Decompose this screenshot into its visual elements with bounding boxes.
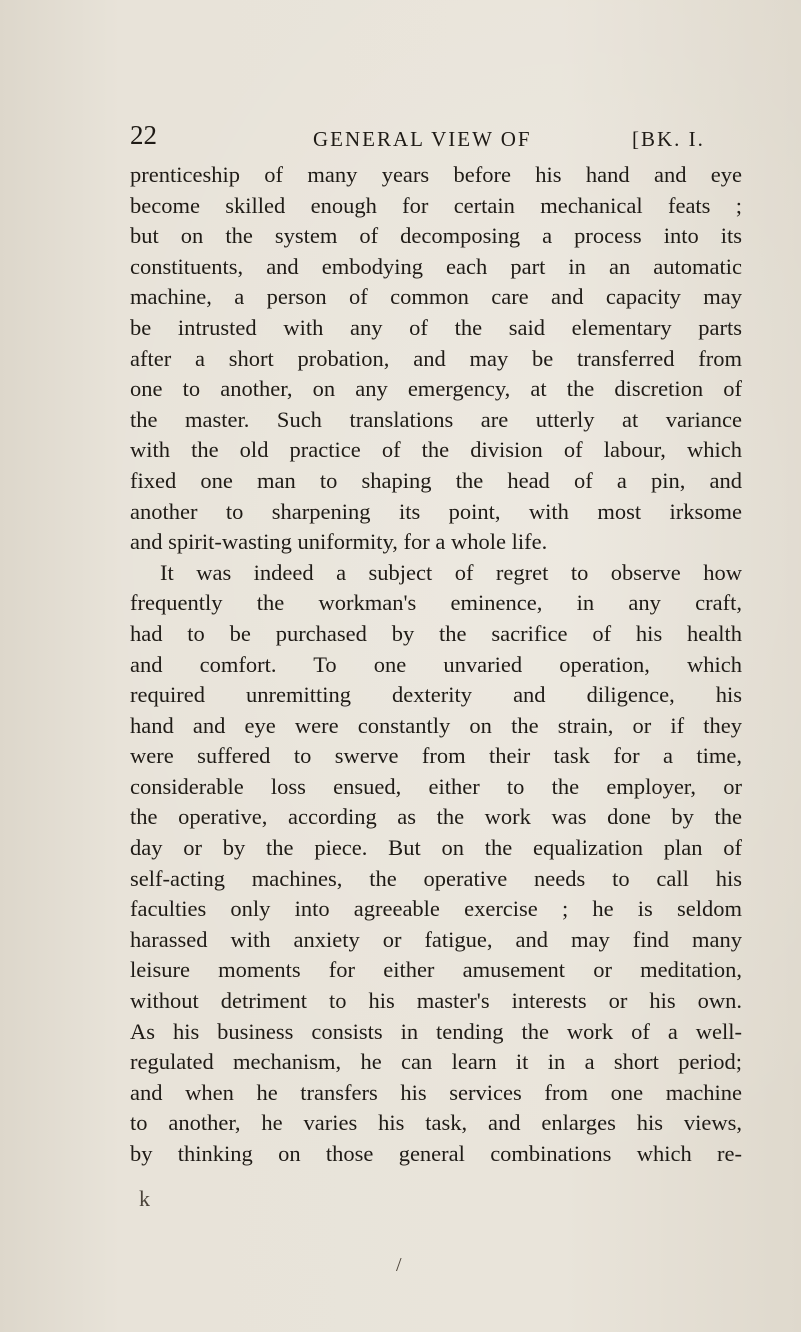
text-line: day or by the piece. But on the equalization plan of — [130, 835, 742, 861]
text-line: required unremitting dexterity and diligence, his — [130, 682, 742, 708]
text-line: the operative, according as the work was done by the — [130, 804, 742, 830]
running-head-title: GENERAL VIEW OF — [313, 127, 532, 151]
margin-mark-left: k — [139, 1186, 150, 1211]
text-line: after a short probation, and may be transferred from — [130, 345, 742, 371]
text-line: frequently the workman's eminence, in any craft, — [130, 590, 742, 616]
text-line: It was indeed a subject of regret to observe how — [160, 559, 742, 585]
body-text — [130, 160, 742, 1170]
text-line: faculties only into agreeable exercise ; he is seldom — [130, 896, 742, 922]
running-head-book-ref: [BK. I. — [632, 127, 705, 151]
text-line: had to be purchased by the sacrifice of his health — [130, 620, 742, 646]
text-line: become skilled enough for certain mechanical feats ; — [130, 192, 742, 218]
text-line: machine, a person of common care and capacity may — [130, 284, 742, 310]
running-head — [130, 120, 742, 150]
text-line: constituents, and embodying each part in an automatic — [130, 253, 742, 279]
page-number: 22 — [130, 120, 157, 150]
text-line: the master. Such translations are utterly at variance — [130, 406, 742, 432]
text-line: were suffered to swerve from their task for a time, — [130, 743, 742, 769]
text-line: fixed one man to shaping the head of a pin, and — [130, 467, 742, 493]
text-line: self-acting machines, the operative needs to call his — [130, 865, 742, 891]
text-line: prenticeship of many years before his hand and eye — [130, 162, 742, 187]
text-line: without detriment to his master's interests or his own. — [130, 988, 742, 1014]
text-line: another to sharpening its point, with most irksome — [130, 498, 742, 524]
text-line: leisure moments for either amusement or meditation, — [130, 957, 742, 983]
text-line: one to another, on any emergency, at the discretion of — [130, 376, 742, 402]
text-line: be intrusted with any of the said elementary parts — [130, 314, 742, 340]
text-line: and when he transfers his services from one machine — [130, 1079, 742, 1105]
text-line: As his business consists in tending the work of a well- — [130, 1018, 742, 1044]
text-line: by thinking on those general combinations which re- — [130, 1141, 742, 1166]
text-line: harassed with anxiety or fatigue, and may find many — [130, 926, 742, 952]
text-line: to another, he varies his task, and enlarges his views, — [130, 1110, 742, 1136]
text-line: with the old practice of the division of labour, which — [130, 437, 742, 463]
text-line: but on the system of decomposing a process into its — [130, 223, 742, 249]
margin-mark-bottom: / — [396, 1254, 402, 1276]
text-line: regulated mechanism, he can learn it in a short period; — [130, 1049, 742, 1075]
text-line: and spirit-wasting uniformity, for a whole life. — [130, 529, 548, 555]
text-line: hand and eye were constantly on the strain, or if they — [130, 712, 742, 738]
text-line: and comfort. To one unvaried operation, which — [130, 651, 742, 677]
text-line: considerable loss ensued, either to the employer, or — [130, 773, 742, 799]
